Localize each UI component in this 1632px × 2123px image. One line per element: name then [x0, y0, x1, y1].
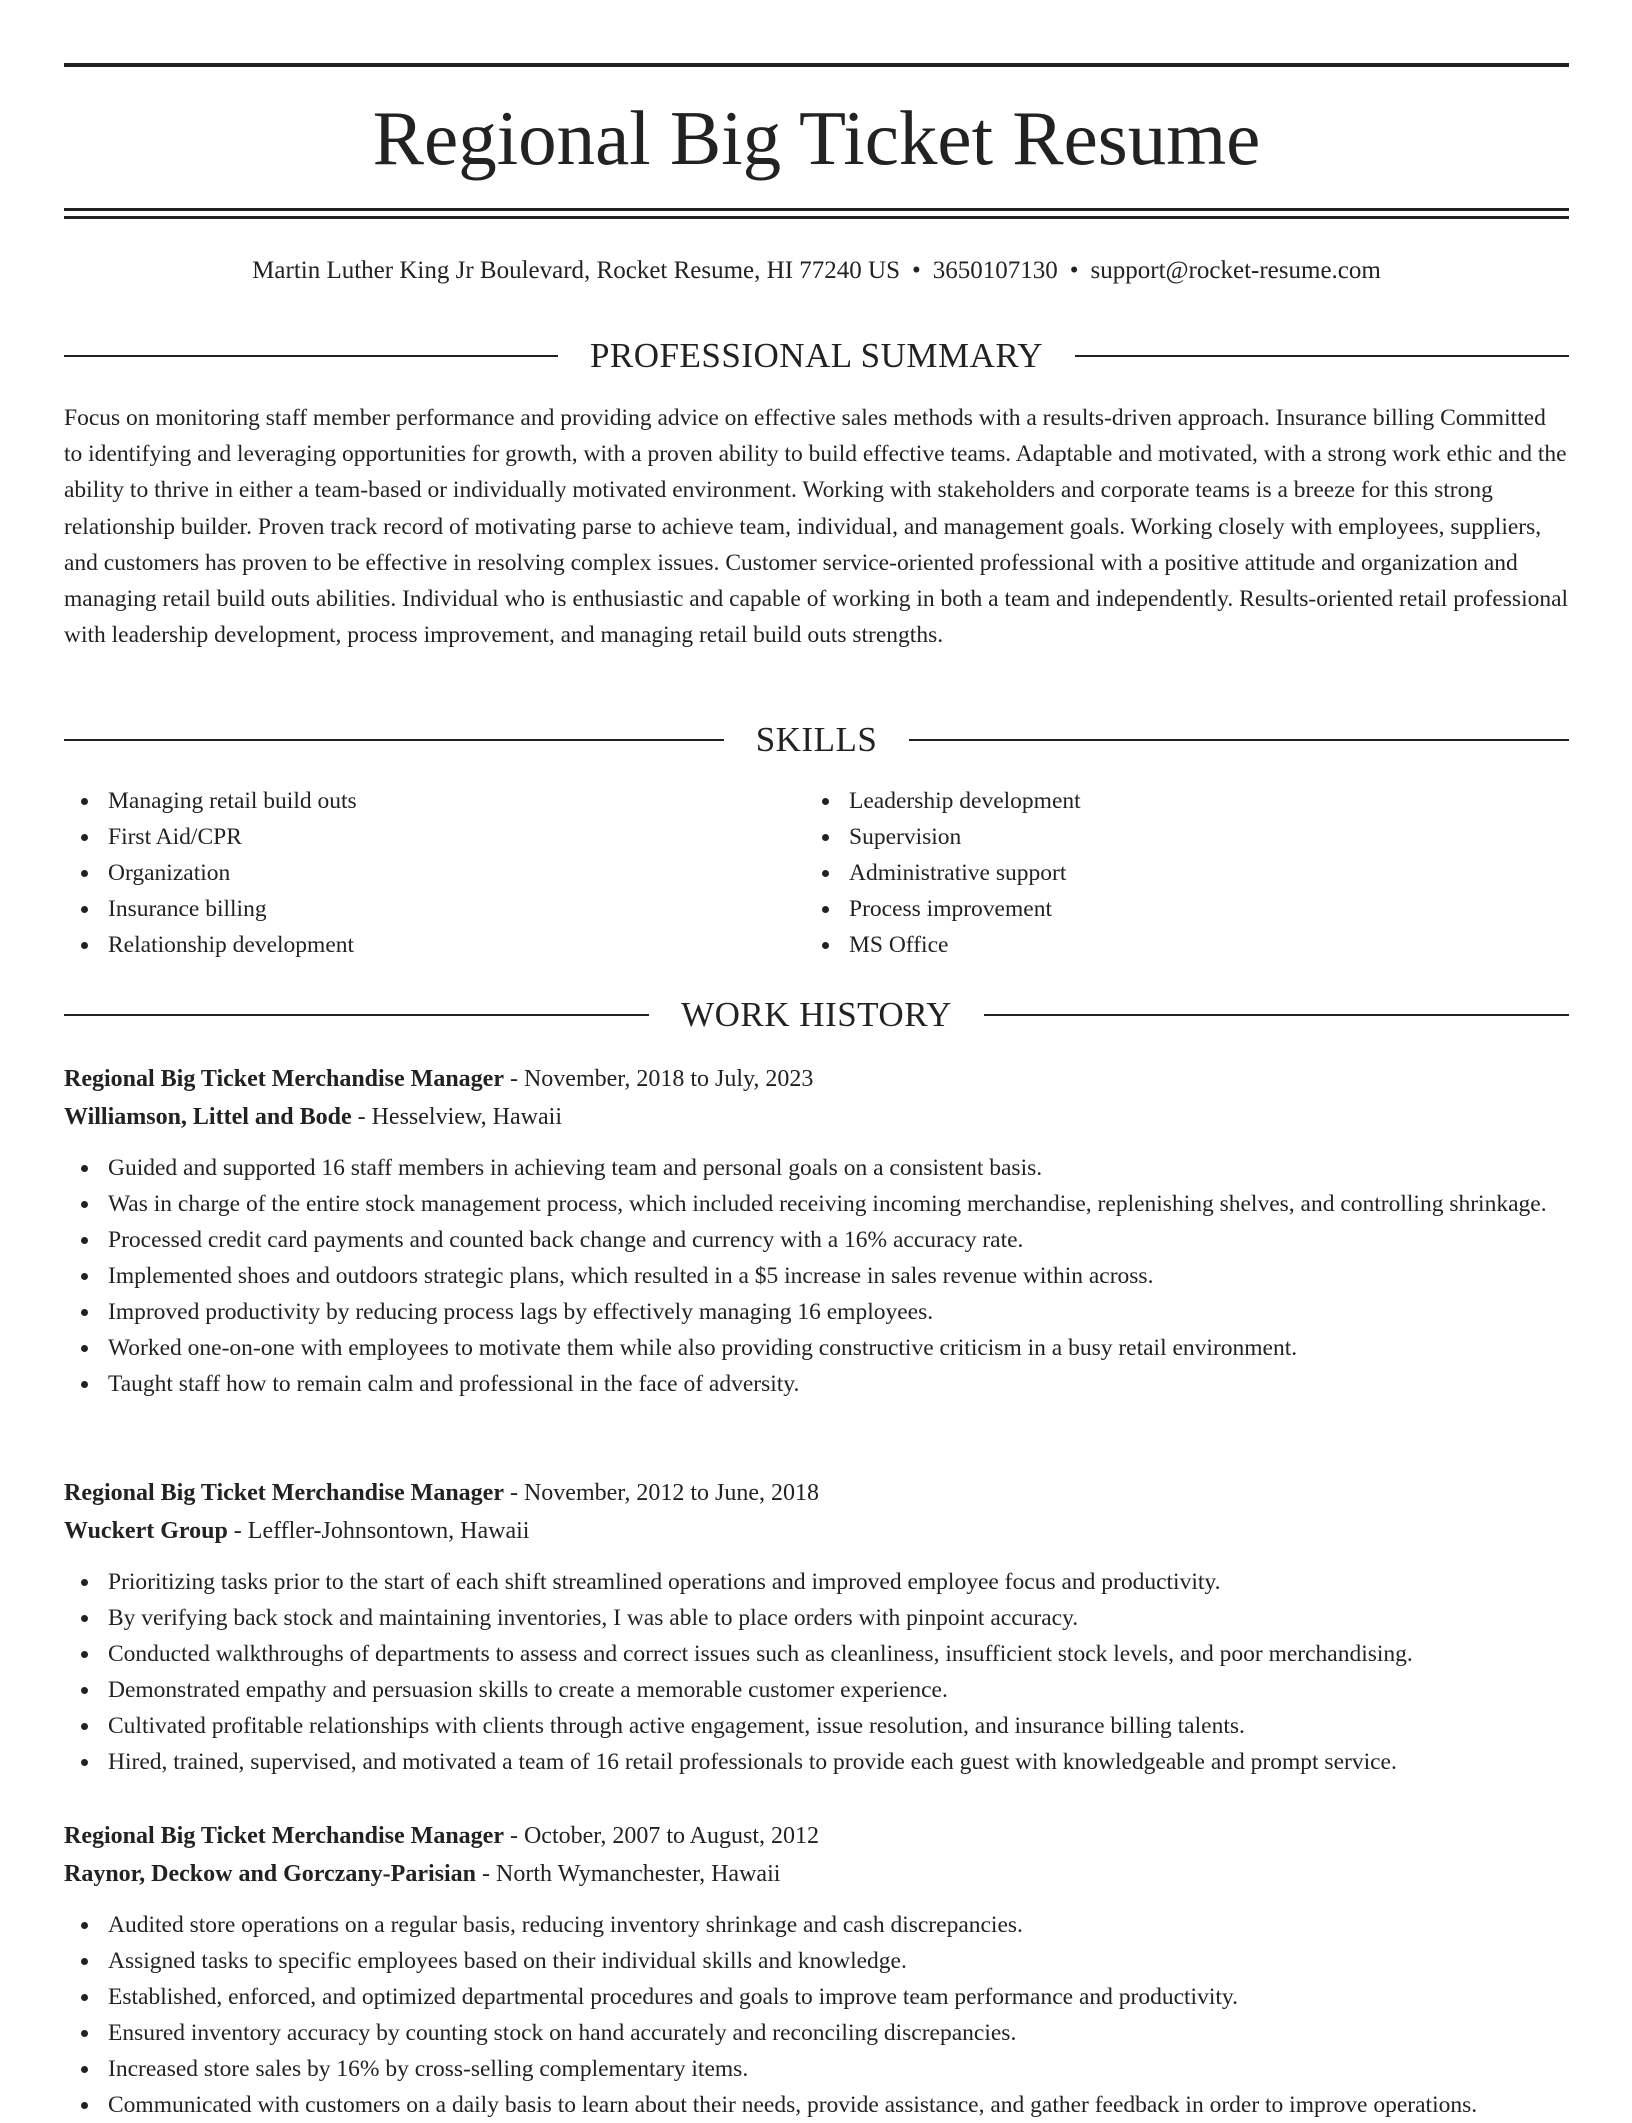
job-bullet: Taught staff how to remain calm and professional in the face of adversity. [108, 1366, 1569, 1402]
skill-item: Supervision [849, 819, 1546, 855]
section-rule-left [64, 355, 558, 357]
section-rule-left [64, 1014, 649, 1016]
skill-item: Relationship development [108, 927, 805, 963]
skills-column-left [64, 783, 805, 963]
job-bullets [64, 1150, 1569, 1402]
job-company-line [64, 1512, 1569, 1550]
section-title-work-history: WORK HISTORY [681, 995, 952, 1034]
job-bullet: Ensured inventory accuracy by counting stock on hand accurately and reconciling discrepancies. [108, 2015, 1569, 2051]
job-bullet: Established, enforced, and optimized departmental procedures and goals to improve team performance and productivity. [108, 1979, 1569, 2015]
job-title-line [64, 1817, 1569, 1855]
skill-item: Process improvement [849, 891, 1546, 927]
job-company: Williamson, Littel and Bode [64, 1104, 352, 1130]
job-bullet: Conducted walkthroughs of departments to assess and correct issues such as cleanliness, insufficient stock levels, and poor merchandising. [108, 1636, 1569, 1672]
job-company: Wuckert Group [64, 1518, 228, 1544]
job-company-line [64, 1855, 1569, 1893]
skill-item: Insurance billing [108, 891, 805, 927]
job-title: Regional Big Ticket Merchandise Manager [64, 1480, 504, 1506]
job-bullet: Communicated with customers on a daily basis to learn about their needs, provide assistance, and gather feedback in order to improve operations. [108, 2087, 1569, 2123]
contact-email: support@rocket-resume.com [1090, 257, 1381, 284]
job-bullet: Implemented shoes and outdoors strategic plans, which resulted in a $5 increase in sales revenue within across. [108, 1258, 1569, 1294]
job-bullets [64, 1564, 1569, 1780]
job-bullet: Audited store operations on a regular basis, reducing inventory shrinkage and cash discrepancies. [108, 1907, 1569, 1943]
job-entry [64, 1060, 1569, 1402]
job-bullet: Hired, trained, supervised, and motivated a team of 16 retail professionals to provide each guest with knowledgeable and prompt service. [108, 1744, 1569, 1780]
job-bullet: Prioritizing tasks prior to the start of each shift streamlined operations and improved employee focus and productivity. [108, 1564, 1569, 1600]
skill-item: Administrative support [849, 855, 1546, 891]
job-bullet: Increased store sales by 16% by cross-selling complementary items. [108, 2051, 1569, 2087]
skills-column-right [805, 783, 1546, 963]
job-bullet: Demonstrated empathy and persuasion skills to create a memorable customer experience. [108, 1672, 1569, 1708]
section-rule-right [1075, 355, 1569, 357]
job-title-line [64, 1060, 1569, 1098]
job-dates: - October, 2007 to August, 2012 [503, 1823, 819, 1849]
job-title: Regional Big Ticket Merchandise Manager [64, 1823, 504, 1849]
job-bullet: Assigned tasks to specific employees based on their individual skills and knowledge. [108, 1943, 1569, 1979]
section-header-skills [64, 718, 1569, 762]
section-title-skills: SKILLS [755, 720, 878, 759]
job-bullet: By verifying back stock and maintaining inventories, I was able to place orders with pinpoint accuracy. [108, 1600, 1569, 1636]
professional-summary-text: Focus on monitoring staff member performance and providing advice on effective sales methods with a results-driven approach. Insurance billing Committed to identifying and leveraging opportunities for growth, with a proven ability to build effective teams. Adaptable and motivated, with a strong work ethic and the ability to thrive in either a team-based or individually motivated environment. Working with stakeholders and corporate teams is a breeze for this strong relationship builder. Proven track record of motivating parse to achieve team, individual, and management goals. Working closely with employees, suppliers, and customers has proven to be effective in resolving complex issues. Customer service-oriented professional with a positive attitude and organization and managing retail build outs abilities. Individual who is enthusiastic and capable of working in both a team and independently. Results-oriented retail professional with leadership development, process improvement, and managing retail build outs strengths. [64, 405, 1569, 649]
top-rule [64, 63, 1569, 67]
title-rule-upper [64, 208, 1569, 211]
section-title-summary: PROFESSIONAL SUMMARY [589, 336, 1044, 375]
job-location: - North Wymanchester, Hawaii [476, 1861, 781, 1887]
job-location: - Hesselview, Hawaii [351, 1104, 562, 1130]
job-company-line [64, 1098, 1569, 1136]
skill-item: MS Office [849, 927, 1546, 963]
section-header-summary [64, 334, 1569, 378]
job-bullet: Worked one-on-one with employees to motivate them while also providing constructive criticism in a busy retail environment. [108, 1330, 1569, 1366]
job-bullet: Improved productivity by reducing process lags by effectively managing 16 employees. [108, 1294, 1569, 1330]
resume-title: Regional Big Ticket Resume [372, 95, 1261, 181]
section-rule-right [984, 1014, 1569, 1016]
contact-separator: • [1069, 257, 1079, 284]
job-bullet: Was in charge of the entire stock management process, which included receiving incoming merchandise, replenishing shelves, and controlling shrinkage. [108, 1186, 1569, 1222]
section-header-work-history [64, 993, 1569, 1037]
job-entry [64, 1817, 1569, 2123]
job-entry [64, 1474, 1569, 1780]
skill-item: Managing retail build outs [108, 783, 805, 819]
contact-line [64, 254, 1569, 288]
contact-separator: • [912, 257, 921, 284]
job-dates: - November, 2018 to July, 2023 [503, 1066, 814, 1092]
job-bullet: Processed credit card payments and counted back change and currency with a 16% accuracy rate. [108, 1222, 1569, 1258]
job-title: Regional Big Ticket Merchandise Manager [64, 1066, 504, 1092]
skill-item: Organization [108, 855, 805, 891]
job-title-line [64, 1474, 1569, 1512]
skill-item: Leadership development [849, 783, 1546, 819]
job-bullets [64, 1907, 1569, 2123]
skill-item: First Aid/CPR [108, 819, 805, 855]
job-company: Raynor, Deckow and Gorczany-Parisian [64, 1861, 477, 1887]
job-dates: - November, 2012 to June, 2018 [503, 1480, 819, 1506]
job-bullet: Guided and supported 16 staff members in achieving team and personal goals on a consistent basis. [108, 1150, 1569, 1186]
section-rule-left [64, 739, 724, 741]
title-rule-lower [64, 216, 1569, 219]
skills-list [64, 783, 1569, 963]
contact-phone: 3650107130 [932, 257, 1058, 284]
section-rule-right [909, 739, 1569, 741]
job-bullet: Cultivated profitable relationships with clients through active engagement, issue resolution, and insurance billing talents. [108, 1708, 1569, 1744]
job-location: - Leffler-Johnsontown, Hawaii [227, 1518, 530, 1544]
contact-address: Martin Luther King Jr Boulevard, Rocket Resume, HI 77240 US [252, 257, 900, 284]
